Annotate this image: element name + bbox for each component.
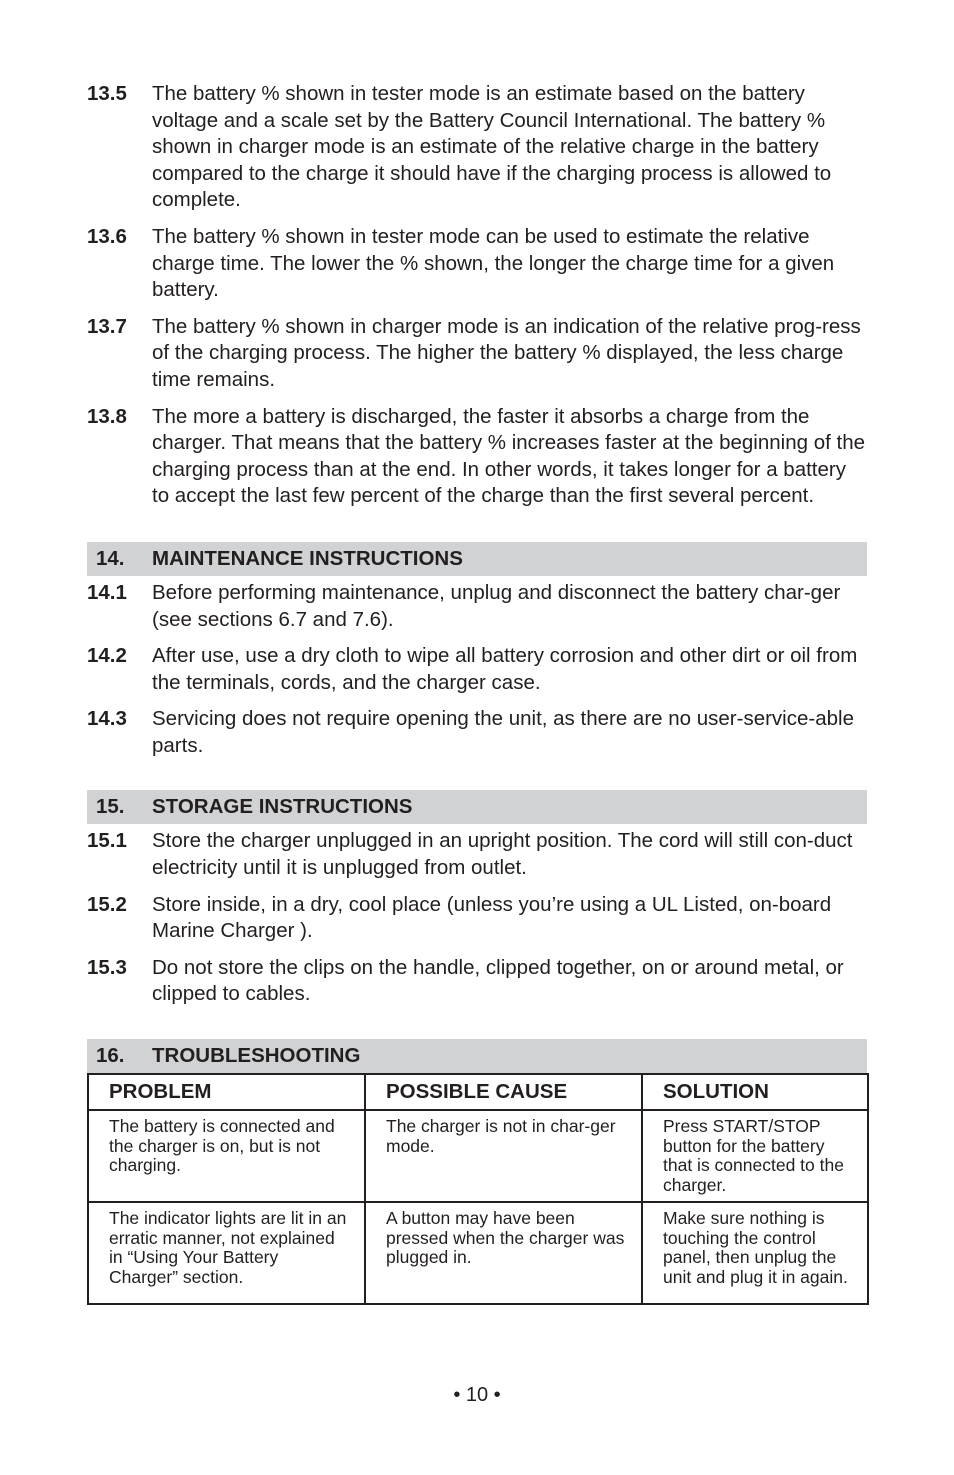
item-text: Store the charger unplugged in an upright position. The cord will still con-duct electricity until it is unplugged from outlet. (152, 829, 853, 880)
table-cell-solution: Make sure nothing is touching the control panel, then unplug the unit and plug it in again. (642, 1202, 868, 1304)
list-item (87, 892, 867, 945)
item-number: 15.2 (87, 892, 127, 916)
column-header-solution: SOLUTION (642, 1074, 868, 1110)
list-item (87, 706, 867, 759)
table-header-row (88, 1074, 868, 1110)
item-text: The battery % shown in tester mode can be used to estimate the relative charge time. The lower the % shown, the longer the charge time for a given battery. (152, 224, 835, 302)
item-text: Store inside, in a dry, cool place (unless you’re using a UL Listed, on-board Marine Charger ). (152, 892, 832, 943)
item-number: 14.1 (87, 580, 127, 604)
section-title: STORAGE INSTRUCTIONS (152, 795, 413, 819)
manual-page (87, 81, 867, 1305)
item-number: 14.2 (87, 644, 127, 668)
section-number: 15. (96, 795, 125, 819)
section-13-items (87, 81, 867, 510)
item-text: After use, use a dry cloth to wipe all battery corrosion and other dirt or oil from the terminals, cords, and the charger case. (152, 644, 858, 694)
list-item (87, 81, 867, 214)
item-text: The battery % shown in tester mode is an estimate based on the battery voltage and a scale set by the Battery Council International. The battery % shown in charger mode is an estimate of the relative charge in the battery compared to the charge it should have if the charging process is allowed to complete. (152, 82, 832, 212)
item-text: The more a battery is discharged, the faster it absorbs a charge from the charger. That means that the battery % increases faster at the beginning of the charging process than at the end. In other words, it takes longer for a battery to accept the last few percent of the charge than the first several percent. (152, 404, 865, 508)
section-title: MAINTENANCE INSTRUCTIONS (152, 546, 463, 570)
item-text: Before performing maintenance, unplug and disconnect the battery char-ger (see sections 6.7 and 7.6). (152, 580, 841, 631)
page-number: • 10 • (453, 1384, 501, 1406)
item-number: 13.5 (87, 82, 127, 105)
list-item (87, 580, 867, 633)
list-item (87, 224, 867, 304)
item-number: 14.3 (87, 707, 127, 731)
section-heading-troubleshooting (87, 1039, 867, 1073)
table-cell-solution: Press START/STOP button for the battery that is connected to the charger. (642, 1110, 868, 1202)
table-cell-problem: The battery is connected and the charger is on, but is not charging. (88, 1110, 365, 1202)
section-heading-storage (87, 790, 867, 824)
item-number: 15.1 (87, 829, 127, 853)
item-number: 15.3 (87, 955, 127, 979)
item-text: Servicing does not require opening the unit, as there are no user-service-able parts. (152, 707, 854, 757)
section-number: 16. (96, 1044, 125, 1068)
list-item (87, 828, 867, 881)
item-text: Do not store the clips on the handle, clipped together, on or around metal, or clipped to cables. (152, 955, 844, 1006)
section-number: 14. (96, 546, 125, 570)
table-cell-cause: The charger is not in char-ger mode. (365, 1110, 642, 1202)
table-row (88, 1202, 868, 1304)
item-number: 13.6 (87, 224, 127, 248)
item-number: 13.7 (87, 314, 127, 338)
section-title: TROUBLESHOOTING (152, 1044, 361, 1068)
list-item (87, 404, 867, 510)
item-text: The battery % shown in charger mode is an indication of the relative prog-ress of the charging process. The higher the battery % displayed, the less charge time remains. (152, 314, 861, 391)
column-header-cause: POSSIBLE CAUSE (365, 1074, 642, 1110)
table-row (88, 1110, 868, 1202)
table-cell-problem: The indicator lights are lit in an erratic manner, not explained in “Using Your Battery Charger” section. (88, 1202, 365, 1304)
list-item (87, 314, 867, 394)
item-number: 13.8 (87, 404, 127, 428)
column-header-problem: PROBLEM (88, 1074, 365, 1110)
section-15-items (87, 828, 867, 1008)
list-item (87, 955, 867, 1008)
section-heading-maintenance (87, 542, 867, 576)
section-14-items (87, 580, 867, 760)
troubleshooting-table (87, 1073, 869, 1305)
list-item (87, 643, 867, 696)
table-cell-cause: A button may have been pressed when the charger was plugged in. (365, 1202, 642, 1304)
